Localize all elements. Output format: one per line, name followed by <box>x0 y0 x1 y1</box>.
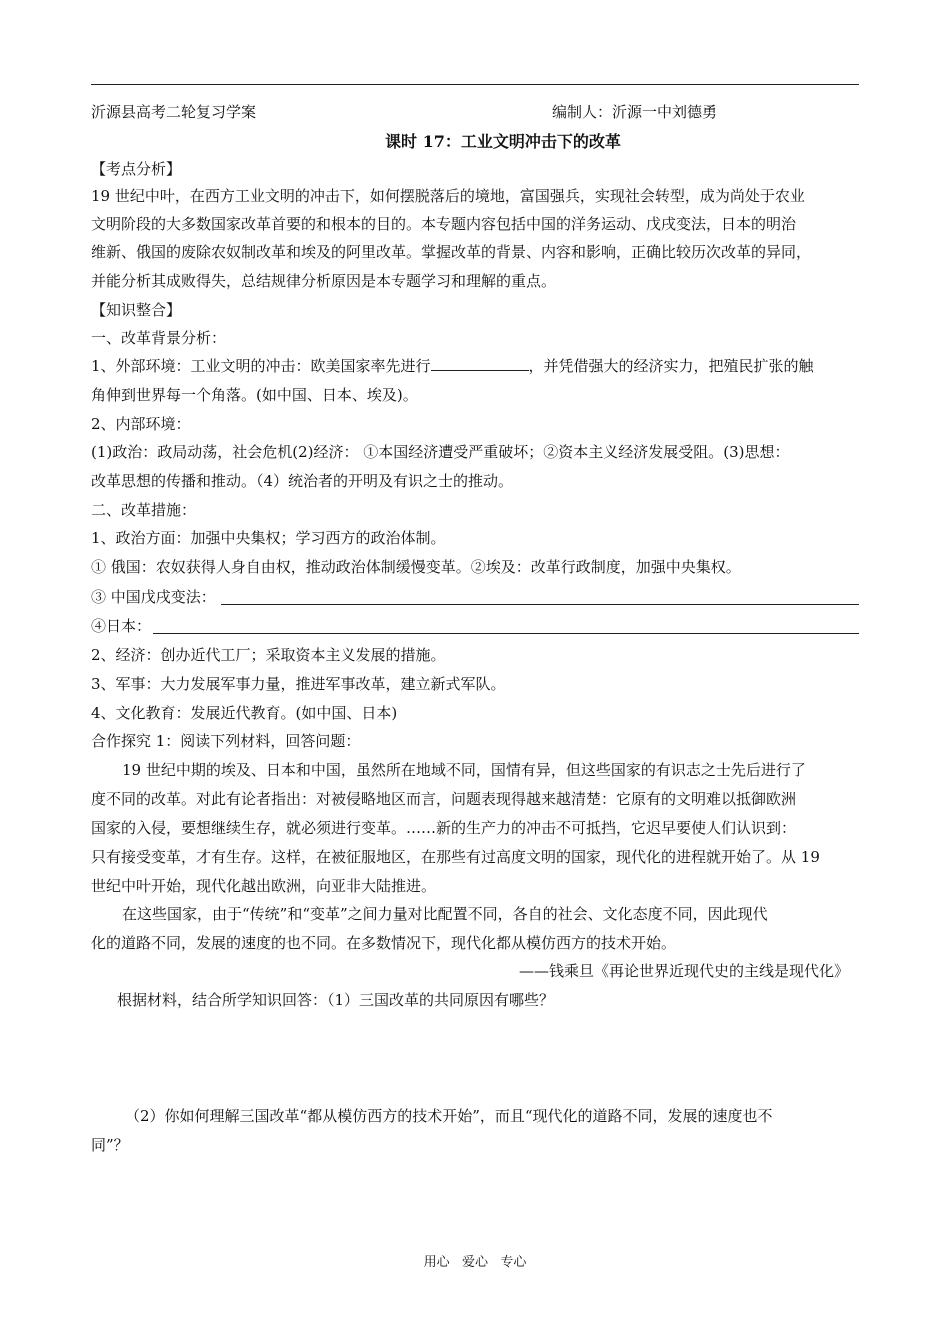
question-1: 根据材料，结合所学知识回答：（1）三国改革的共同原因有哪些？ <box>117 991 555 1009</box>
analysis-heading: 【考点分析】 <box>91 160 182 178</box>
measure-military: 3、军事：大力发展军事力量，推进军事改革，建立新式军队。 <box>91 675 506 693</box>
measure-china-label: ③ 中国戊戌变法： <box>91 588 216 606</box>
japan-answer-line[interactable] <box>153 633 859 634</box>
analysis-line: 维新、俄国的废除农奴制改革和埃及的阿里改革。掌握改革的背景、内容和影响，正确比较历次改革的异同， <box>91 243 812 261</box>
internal-line: (1)政治：政局动荡，社会危机(2)经济： ①本国经济遭受严重破坏；②资本主义经济发展受阻。(3)思想： <box>91 443 790 461</box>
material-source: ——钱乘旦《再论世界近现代史的主线是现代化》 <box>519 962 850 980</box>
measure-economy: 2、经济：创办近代工厂；采取资本主义发展的措施。 <box>91 646 446 664</box>
header-rule <box>91 84 859 85</box>
material-line: 国家的入侵，要想继续生存，就必须进行变革。……新的生产力的冲击不可抵挡，它迟早要使人们认识到： <box>91 819 797 837</box>
material-line: 19 世纪中期的埃及、日本和中国，虽然所在地域不同，国情有异，但这些国家的有识志之士先后进行了 <box>122 761 806 779</box>
measure-political: 1、政治方面：加强中央集权；学习西方的政治体制。 <box>91 529 446 547</box>
material-line: 化的道路不同，发展的速度的也不同。在多数情况下，现代化都从模仿西方的技术开始。 <box>91 934 677 952</box>
header-school: 沂源县高考二轮复习学案 <box>91 103 257 121</box>
background-heading: 一、改革背景分析： <box>91 329 227 347</box>
external-text-before: 1、外部环境：工业文明的冲击：欧美国家率先进行 <box>91 357 431 375</box>
measures-heading: 二、改革措施： <box>91 501 197 519</box>
material-line: 只有接受变革，才有生存。这样，在被征服地区，在那些有过高度文明的国家，现代化的进程就开始了。从 19 <box>91 848 820 866</box>
internal-heading: 2、内部环境： <box>91 415 191 433</box>
external-line2: 角伸到世界每一个角落。(如中国、日本、埃及)。 <box>91 386 418 404</box>
china-answer-line[interactable] <box>221 604 859 605</box>
measure-russia-egypt: ① 俄国：农奴获得人身自由权，推动政治体制缓慢变革。②埃及：改革行政制度，加强中央集权。 <box>91 558 741 576</box>
material-line: 在这些国家，由于“传统”和“变革”之间力量对比配置不同，各自的社会、文化态度不同，因此现代 <box>122 905 768 923</box>
question-2-cont: 同”？ <box>91 1136 129 1154</box>
fill-in-blank[interactable] <box>431 356 529 371</box>
analysis-line: 文明阶段的大多数国家改革首要的和根本的目的。本专题内容包括中国的洋务运动、戊戌变法，日本的明治 <box>91 215 797 233</box>
page-footer: 用心 爱心 专心 <box>423 1255 527 1270</box>
analysis-line: 并能分析其成败得失，总结规律分析原因是本专题学习和理解的重点。 <box>91 272 557 290</box>
inquiry-heading: 合作探究 1：阅读下列材料，回答问题： <box>91 732 361 750</box>
external-text-after: ，并凭借强大的经济实力，把殖民扩张的触 <box>528 357 814 375</box>
question-2: （2）你如何理解三国改革“都从模仿西方的技术开始”，而且“现代化的道路不同，发展的速度也不 <box>125 1107 773 1125</box>
page-title: 课时 17：工业文明冲击下的改革 <box>385 132 621 151</box>
integration-heading: 【知识整合】 <box>91 301 182 319</box>
measure-culture: 4、文化教育：发展近代教育。(如中国、日本) <box>91 704 398 722</box>
header-author: 编制人：沂源一中刘德勇 <box>552 103 718 121</box>
material-line: 世纪中叶开始，现代化越出欧洲，向亚非大陆推进。 <box>91 877 437 895</box>
material-line: 度不同的改革。对此有论者指出：对被侵略地区而言，问题表现得越来越清楚：它原有的文明难以抵御欧洲 <box>91 790 797 808</box>
internal-line: 改革思想的传播和推动。（4）统治者的开明及有识之士的推动。 <box>91 472 514 490</box>
measure-japan-label: ④日本： <box>91 617 152 635</box>
analysis-line: 19 世纪中叶，在西方工业文明的冲击下，如何摆脱落后的境地，富国强兵，实现社会转型，成为尚处于农业 <box>91 187 805 205</box>
external-environment <box>91 356 814 376</box>
